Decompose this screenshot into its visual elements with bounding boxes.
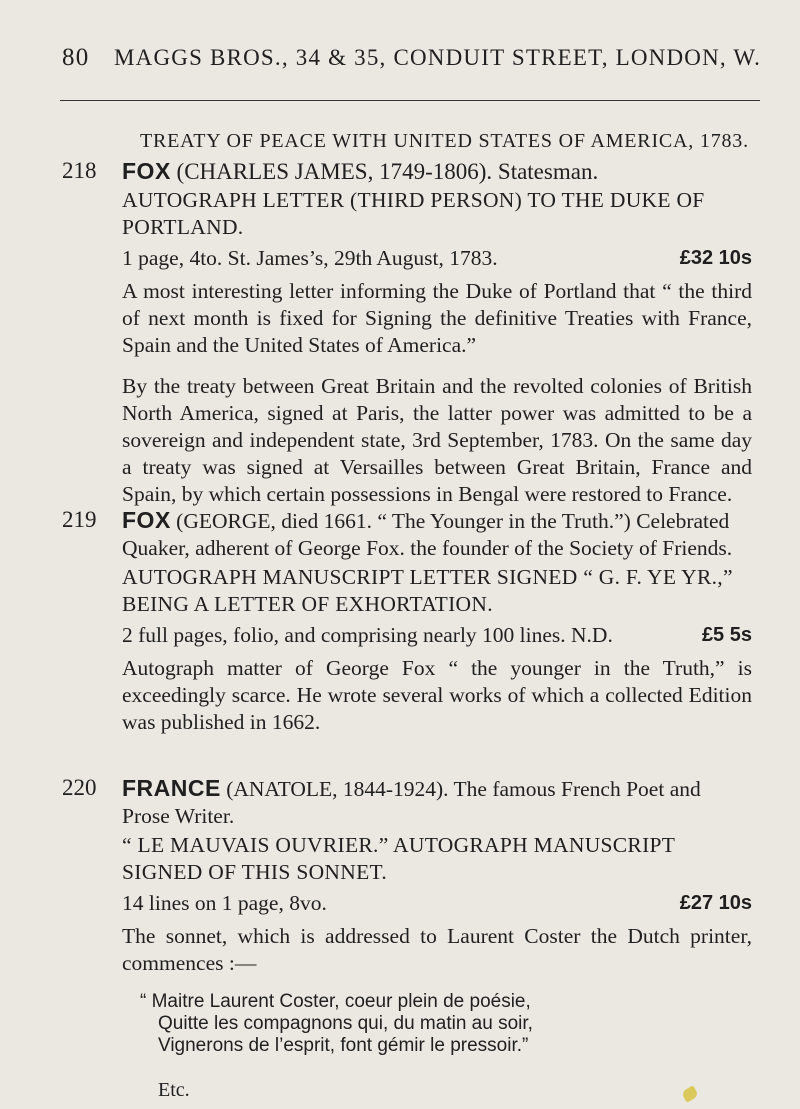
entry-title: AUTOGRAPH LETTER (THIRD PERSON) TO THE DUKE OF PORTLAND. (122, 188, 705, 239)
page-number: 80 (62, 44, 90, 71)
section-intro: TREATY OF PEACE WITH UNITED STATES OF AMERICA, 1783. (140, 130, 749, 152)
catalogue-entry (62, 507, 752, 736)
quote-etc: Etc. (158, 1079, 190, 1101)
entry-paragraph: Autograph matter of George Fox “ the younger in the Truth,” is exceedingly scarce. He wrote several works of which a collected Edition was published in 1662. (122, 656, 752, 734)
quote-line: “ Maitre Laurent Coster, coeur plein de poésie, (140, 991, 531, 1012)
entry-price: £27 10s (679, 892, 752, 914)
quote-line: Vignerons de l’esprit, font gémir le pressoir.” (158, 1035, 529, 1056)
entry-title: “ LE MAUVAIS OUVRIER.” AUTOGRAPH MANUSCRIPT SIGNED OF THIS SONNET. (122, 833, 675, 884)
entry-paragraph: The sonnet, which is addressed to Laurent Coster the Dutch printer, commences :— (122, 924, 752, 975)
entry-heading: (ANATOLE, 1844-1924). The famous French Poet and Prose Writer. (122, 777, 701, 828)
running-header (62, 44, 762, 72)
entry-description: 14 lines on 1 page, 8vo. (122, 891, 327, 915)
entry-title: AUTOGRAPH MANUSCRIPT LETTER SIGNED “ G. F. YE YR.,” BEING A LETTER OF EXHORTATION. (122, 565, 733, 616)
entry-number: 218 (62, 158, 97, 183)
entry-price: £5 5s (701, 624, 752, 646)
entry-number: 219 (62, 507, 97, 532)
entry-name: FRANCE (122, 775, 221, 801)
entry-heading-block (122, 775, 752, 830)
entry-paragraph: By the treaty between Great Britain and the revolted colonies of British North America, signed at Paris, the latter power was admitted to be a sovereign and independent state, 3rd September, 1783. On the same day a treaty was signed at Versailles between Great Britain, France and Spain, by which certain possessions in Bengal were restored to France. (122, 374, 752, 506)
catalogue-entry (62, 158, 752, 508)
entry-heading: (GEORGE, died 1661. “ The Younger in the Truth.”) Celebrated Quaker, adherent of George Fox. the founder of the Society of Friends. (122, 509, 733, 560)
entry-name: FOX (122, 158, 171, 184)
entry-heading-block (122, 507, 752, 562)
entry-name: FOX (122, 507, 171, 533)
entry-paragraph: A most interesting letter informing the Duke of Portland that “ the third of next month is fixed for Signing the definitive Treaties with France, Spain and the United States of America.” (122, 279, 752, 357)
entry-description: 2 full pages, folio, and comprising nearly 100 lines. N.D. (122, 623, 613, 647)
entry-description: 1 page, 4to. St. James’s, 29th August, 1783. (122, 246, 498, 270)
entry-price: £32 10s (679, 247, 752, 269)
entry-description-line (122, 622, 752, 649)
entry-description-line (122, 890, 752, 917)
entry-number: 220 (62, 775, 97, 800)
entry-description-line (122, 245, 752, 272)
entry-heading: (CHARLES JAMES, 1749-1806). Statesman. (176, 159, 599, 184)
sonnet-quote (140, 991, 752, 1101)
quote-line: Quitte les compagnons qui, du matin au soir, (158, 1013, 533, 1034)
header-rule (60, 100, 760, 101)
catalogue-entry (62, 775, 752, 1101)
publisher-line: MAGGS BROS., 34 & 35, CONDUIT STREET, LONDON, W. (114, 45, 762, 70)
